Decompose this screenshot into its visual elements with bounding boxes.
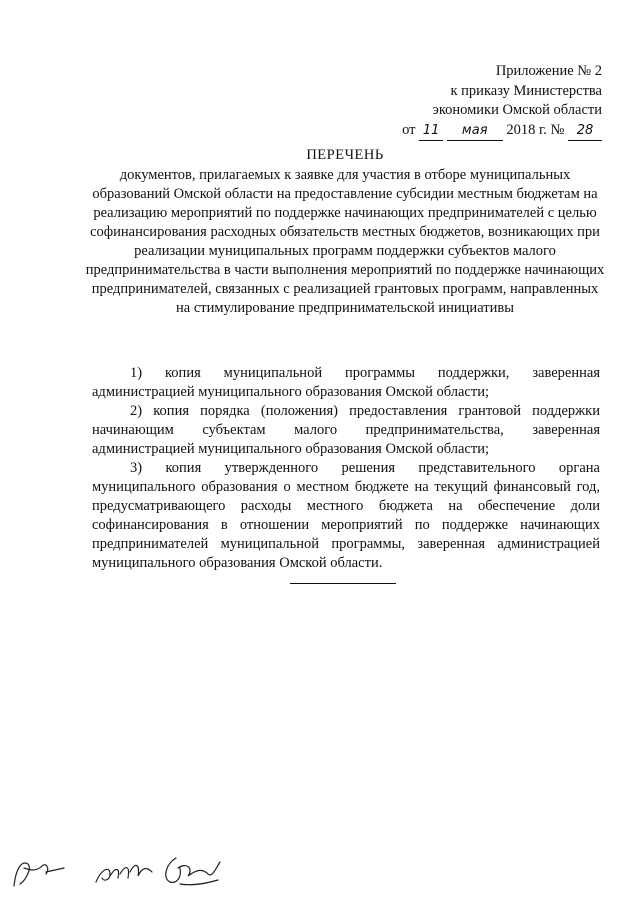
signature-2 (96, 865, 152, 882)
date-year: 2018 г. № (506, 121, 565, 138)
divider-line (290, 583, 396, 584)
list-item: 3) копия утвержденного решения представительного органа муниципального образования о местном бюджете на текущий финансовый год, предусматривающего расходы местного бюджета на обеспечение доли софинансирования в отношении мероприятий по поддержке начинающих предпринимателей муниципальной программы, заверенная администрацией муниципального образования Омской области. (92, 460, 600, 571)
ministry-name: экономики Омской области (432, 102, 602, 118)
appendix-header (362, 62, 602, 141)
document-title-block (85, 146, 605, 318)
list-item: 1) копия муниципальной программы поддержки, заверенная администрацией муниципального образования Омской области; (92, 365, 600, 400)
signature-3 (166, 858, 220, 885)
date-month: мая (447, 121, 503, 142)
date-day: 11 (419, 121, 443, 142)
order-reference: к приказу Министерства (450, 82, 602, 99)
appendix-number: Приложение № 2 (495, 63, 602, 79)
document-subtitle: документов, прилагаемых к заявке для участия в отборе муниципальных образований Омской области на предоставление субсидии местным бюджетам на реализацию мероприятий по поддержке начинающих предпринимателей с целью софинансирования расходных обязательств местных бюджетов, возникающих при реализации муниципальных программ поддержки субъектов малого предпринимательства в части выполнения мероприятий по поддержке начинающих предпринимателей, связанных с реализацией грантовых программ, направленных на стимулирование предпринимательской инициативы (85, 167, 605, 316)
document-title: ПЕРЕЧЕНЬ (306, 147, 384, 163)
signature-1 (14, 863, 64, 886)
documents-list (92, 364, 600, 573)
order-date-line (362, 121, 602, 142)
date-prefix: от (402, 121, 416, 138)
order-number: 28 (568, 121, 602, 142)
list-item: 2) копия порядка (положения) предоставления грантовой поддержки начинающим субъектам малого предпринимательства, заверенная администрацией муниципального образования Омской области; (92, 403, 600, 457)
approval-signatures (6, 838, 266, 898)
